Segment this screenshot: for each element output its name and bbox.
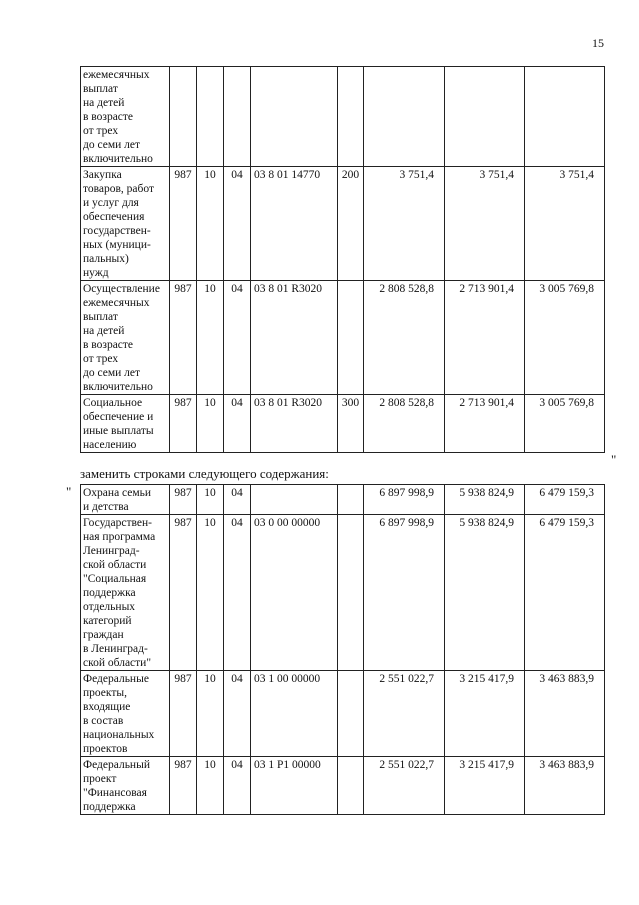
cell-section: 10 <box>197 395 224 453</box>
table-row <box>81 757 605 815</box>
cell-subsection: 04 <box>224 167 251 281</box>
cell-subsection: 04 <box>224 671 251 757</box>
table-row <box>81 485 605 515</box>
cell-ministry-code: 987 <box>170 757 197 815</box>
row-name: Федеральный проект "Финансовая поддержка <box>81 757 170 815</box>
cell-amount-year2 <box>445 67 525 167</box>
row-name: Социальное обеспечение и иные выплаты населению <box>81 395 170 453</box>
cell-amount-year3 <box>525 67 605 167</box>
cell-subsection <box>224 67 251 167</box>
cell-expense-type: 200 <box>338 167 364 281</box>
cell-amount-year1: 2 551 022,7 <box>364 757 445 815</box>
cell-target-article: 03 8 01 14770 <box>251 167 338 281</box>
cell-target-article: 03 8 01 R3020 <box>251 395 338 453</box>
cell-expense-type <box>338 515 364 671</box>
cell-amount-year3: 3 005 769,8 <box>525 281 605 395</box>
cell-subsection: 04 <box>224 515 251 671</box>
cell-target-article <box>251 485 338 515</box>
closing-quote: " <box>611 452 617 467</box>
cell-amount-year1 <box>364 67 445 167</box>
cell-ministry-code <box>170 67 197 167</box>
cell-amount-year1: 2 808 528,8 <box>364 281 445 395</box>
page-number: 15 <box>592 36 604 50</box>
cell-section: 10 <box>197 167 224 281</box>
opening-quote: " <box>66 484 72 499</box>
cell-target-article <box>251 67 338 167</box>
cell-section: 10 <box>197 757 224 815</box>
cell-amount-year2: 3 215 417,9 <box>445 757 525 815</box>
cell-amount-year1: 2 551 022,7 <box>364 671 445 757</box>
table-row <box>81 671 605 757</box>
cell-expense-type <box>338 67 364 167</box>
cell-amount-year1: 2 808 528,8 <box>364 395 445 453</box>
cell-ministry-code: 987 <box>170 395 197 453</box>
cell-amount-year3: 3 463 883,9 <box>525 671 605 757</box>
cell-ministry-code: 987 <box>170 281 197 395</box>
cell-section: 10 <box>197 281 224 395</box>
row-name: Закупка товаров, работ и услуг для обеспечения государствен- ных (муници- пальных) нужд <box>81 167 170 281</box>
cell-section: 10 <box>197 485 224 515</box>
cell-subsection: 04 <box>224 395 251 453</box>
cell-amount-year2: 3 215 417,9 <box>445 671 525 757</box>
cell-amount-year2: 5 938 824,9 <box>445 485 525 515</box>
row-name: ежемесячных выплат на детей в возрасте от трех до семи лет включительно <box>81 67 170 167</box>
cell-amount-year3: 3 751,4 <box>525 167 605 281</box>
cell-amount-year1: 3 751,4 <box>364 167 445 281</box>
cell-section <box>197 67 224 167</box>
cell-amount-year3: 6 479 159,3 <box>525 485 605 515</box>
table-row <box>81 281 605 395</box>
row-name: Осуществление ежемесячных выплат на детей в возрасте от трех до семи лет включительно <box>81 281 170 395</box>
cell-expense-type <box>338 281 364 395</box>
cell-amount-year1: 6 897 998,9 <box>364 515 445 671</box>
cell-section: 10 <box>197 515 224 671</box>
cell-amount-year2: 5 938 824,9 <box>445 515 525 671</box>
cell-section: 10 <box>197 671 224 757</box>
table-row <box>81 515 605 671</box>
cell-subsection: 04 <box>224 485 251 515</box>
replacement-instruction: заменить строками следующего содержания: <box>80 466 329 481</box>
cell-amount-year3: 3 005 769,8 <box>525 395 605 453</box>
budget-table-old <box>80 66 605 453</box>
row-name: Охрана семьи и детства <box>81 485 170 515</box>
row-name: Государствен- ная программа Ленинград- ской области "Социальная поддержка отдельных категорий граждан в Ленинград- ской области" <box>81 515 170 671</box>
cell-ministry-code: 987 <box>170 671 197 757</box>
table-row <box>81 167 605 281</box>
cell-expense-type <box>338 671 364 757</box>
cell-target-article: 03 1 00 00000 <box>251 671 338 757</box>
cell-amount-year2: 2 713 901,4 <box>445 281 525 395</box>
cell-expense-type <box>338 485 364 515</box>
cell-amount-year2: 2 713 901,4 <box>445 395 525 453</box>
budget-table-new <box>80 484 605 815</box>
table-row <box>81 395 605 453</box>
cell-amount-year3: 6 479 159,3 <box>525 515 605 671</box>
cell-subsection: 04 <box>224 281 251 395</box>
cell-ministry-code: 987 <box>170 485 197 515</box>
cell-amount-year3: 3 463 883,9 <box>525 757 605 815</box>
cell-ministry-code: 987 <box>170 167 197 281</box>
cell-amount-year2: 3 751,4 <box>445 167 525 281</box>
cell-expense-type <box>338 757 364 815</box>
cell-expense-type: 300 <box>338 395 364 453</box>
row-name: Федеральные проекты, входящие в состав национальных проектов <box>81 671 170 757</box>
cell-ministry-code: 987 <box>170 515 197 671</box>
table-row <box>81 67 605 167</box>
cell-target-article: 03 1 P1 00000 <box>251 757 338 815</box>
cell-target-article: 03 0 00 00000 <box>251 515 338 671</box>
cell-amount-year1: 6 897 998,9 <box>364 485 445 515</box>
cell-target-article: 03 8 01 R3020 <box>251 281 338 395</box>
cell-subsection: 04 <box>224 757 251 815</box>
